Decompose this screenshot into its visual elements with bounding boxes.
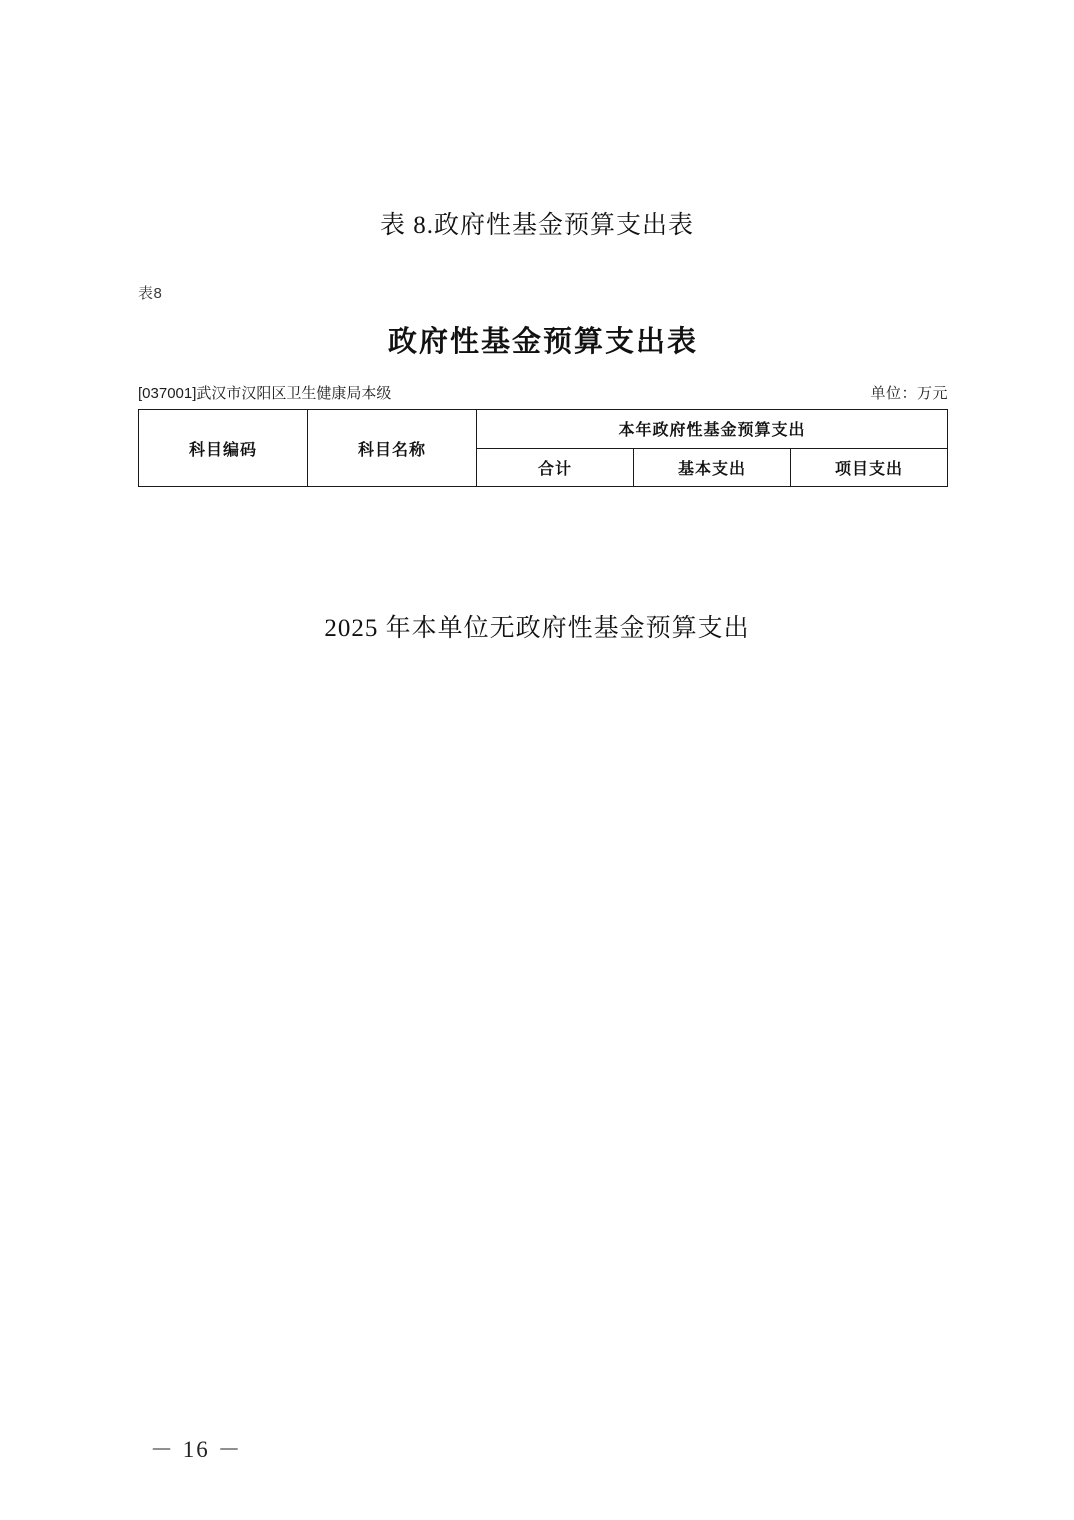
table-title: 政府性基金预算支出表 (387, 326, 698, 358)
header-project-expenditure: 项目支出 (791, 448, 948, 487)
table-entity-label: [037001]武汉市汉阳区卫生健康局本级 (138, 385, 392, 402)
header-basic-expenditure: 基本支出 (634, 448, 791, 487)
table-index-label: 表8 (138, 285, 163, 302)
header-subject-name: 科目名称 (308, 410, 477, 487)
body-note: 2025 年本单位无政府性基金预算支出 (324, 615, 750, 642)
section-heading: 表 8.政府性基金预算支出表 (379, 212, 694, 239)
table-unit-label: 单位：万元 (870, 385, 948, 402)
budget-table-head (139, 410, 948, 487)
table-header-row-1 (139, 410, 948, 449)
budget-table (138, 409, 948, 487)
header-subject-code: 科目编码 (139, 410, 308, 487)
header-total: 合计 (477, 448, 634, 487)
header-fund-expenditure-group: 本年政府性基金预算支出 (477, 410, 948, 449)
table-meta (138, 382, 948, 403)
page-number: － 16 － (150, 1437, 243, 1462)
budget-table-block (138, 282, 948, 487)
